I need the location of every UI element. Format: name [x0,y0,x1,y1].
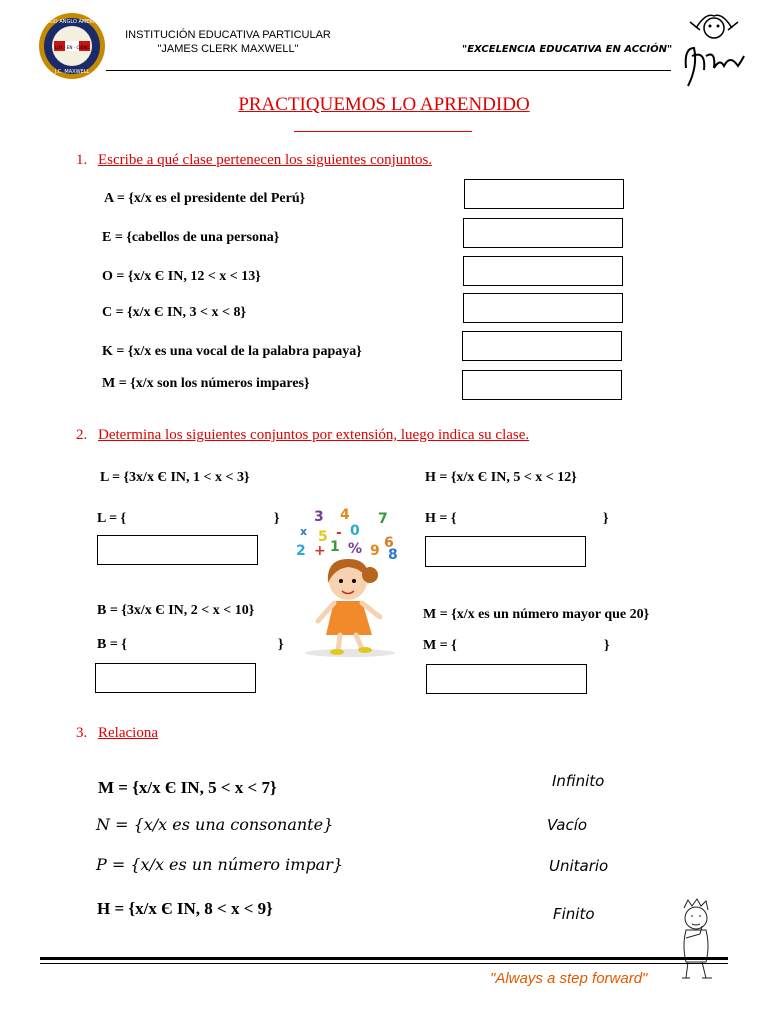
q2-answer-box-h[interactable] [425,536,586,567]
maxwell-crest-icon [676,8,752,94]
q1-item-c: C = {x/x Є IN, 3 < x < 8} [102,305,247,320]
number-glyph: 3 [314,509,324,525]
number-glyph: 5 [318,529,328,545]
number-glyph: x [300,525,308,538]
q2-close-m: } [604,638,610,653]
school-line-2: "JAMES CLERK MAXWELL" [157,43,299,55]
school-name [118,28,338,56]
number-glyph: 7 [378,511,388,527]
thinking-boy-sketch [672,898,722,982]
q1-item-e: E = {cabellos de una persona} [102,230,280,245]
q1-answer-box-k[interactable] [462,331,622,361]
header-rule [106,70,671,71]
question-1-number: 1. [76,152,88,168]
q2-answer-box-l[interactable] [97,535,258,565]
number-glyph: 6 [384,535,394,551]
q2-open-l: L = { [97,511,127,526]
q2-close-b: } [278,637,284,652]
number-glyph: 2 [296,543,306,559]
question-3-heading [76,725,158,742]
number-glyph: % [348,541,363,557]
question-2-text: Determina los siguientes conjuntos por extensión, luego indica su clase. [98,427,530,443]
q2-def-l: L = {3x/x Є IN, 1 < x < 3} [100,470,250,485]
number-glyph: 9 [370,543,380,559]
q2-def-b: B = {3x/x Є IN, 2 < x < 10} [97,603,255,618]
q2-open-m: M = { [423,638,457,653]
q1-answer-box-a[interactable] [464,179,624,209]
q2-open-h: H = { [425,511,457,526]
q3-right-vacio: Vacío [547,816,588,834]
q3-right-finito: Finito [553,905,595,923]
q2-close-l: } [274,511,280,526]
question-2-heading [76,427,529,444]
q2-answer-box-b[interactable] [95,663,256,693]
number-glyph: - [336,525,342,541]
footer-rule-thick [40,957,728,960]
q1-item-m: M = {x/x son los números impares} [102,376,310,391]
footer-slogan: "Always a step forward" [490,970,648,987]
girl-with-numbers-illustration [290,503,415,663]
q2-open-b: B = { [97,637,127,652]
q2-answer-box-m[interactable] [426,664,587,694]
question-2-number: 2. [76,427,88,443]
number-glyph: 4 [340,507,350,523]
number-glyph: 8 [388,547,398,563]
question-3-text: Relaciona [98,725,158,741]
page-title: PRACTIQUEMOS LO APRENDIDO [238,94,530,115]
q1-answer-box-m[interactable] [462,370,622,400]
school-line-1: INSTITUCIÓN EDUCATIVA PARTICULAR [125,29,331,41]
seal-mid-text: LUX · EN · CIENC [54,45,90,50]
q1-item-k: K = {x/x es una vocal de la palabra papaya} [102,344,362,359]
q2-close-h: } [603,511,609,526]
school-seal [38,12,106,80]
number-glyph: 1 [330,539,340,555]
question-1-heading [76,152,432,169]
motto: "EXCELENCIA EDUCATIVA EN ACCIÓN" [462,44,673,55]
q1-item-a: A = {x/x es el presidente del Perú} [104,191,306,206]
number-glyph: + [314,543,326,559]
title-underline [294,131,472,132]
seal-bottom-text: J.C. MAXWELL [54,69,90,75]
q3-right-unitario: Unitario [549,857,609,875]
q1-answer-box-c[interactable] [463,293,623,323]
q2-def-m: M = {x/x es un número mayor que 20} [423,607,650,622]
q1-answer-box-o[interactable] [463,256,623,286]
question-1-text: Escribe a qué clase pertenecen los siguientes conjuntos. [98,152,433,168]
q3-left-n: N = {x/x es una consonante} [96,815,334,834]
q1-item-o: O = {x/x Є IN, 12 < x < 13} [102,269,261,284]
footer-rule-thin [40,963,728,964]
seal-top-text: COLEGIO ANGLO AMERICANO [38,19,106,25]
q1-answer-box-e[interactable] [463,218,623,248]
q3-left-p: P = {x/x es un número impar} [96,855,344,874]
q3-left-h: H = {x/x Є IN, 8 < x < 9} [97,899,273,918]
number-glyph: 0 [350,523,360,539]
q3-right-infinito: Infinito [552,772,605,790]
q2-def-h: H = {x/x Є IN, 5 < x < 12} [425,470,577,485]
q3-left-m: M = {x/x Є IN, 5 < x < 7} [98,778,277,797]
question-3-number: 3. [76,725,88,741]
